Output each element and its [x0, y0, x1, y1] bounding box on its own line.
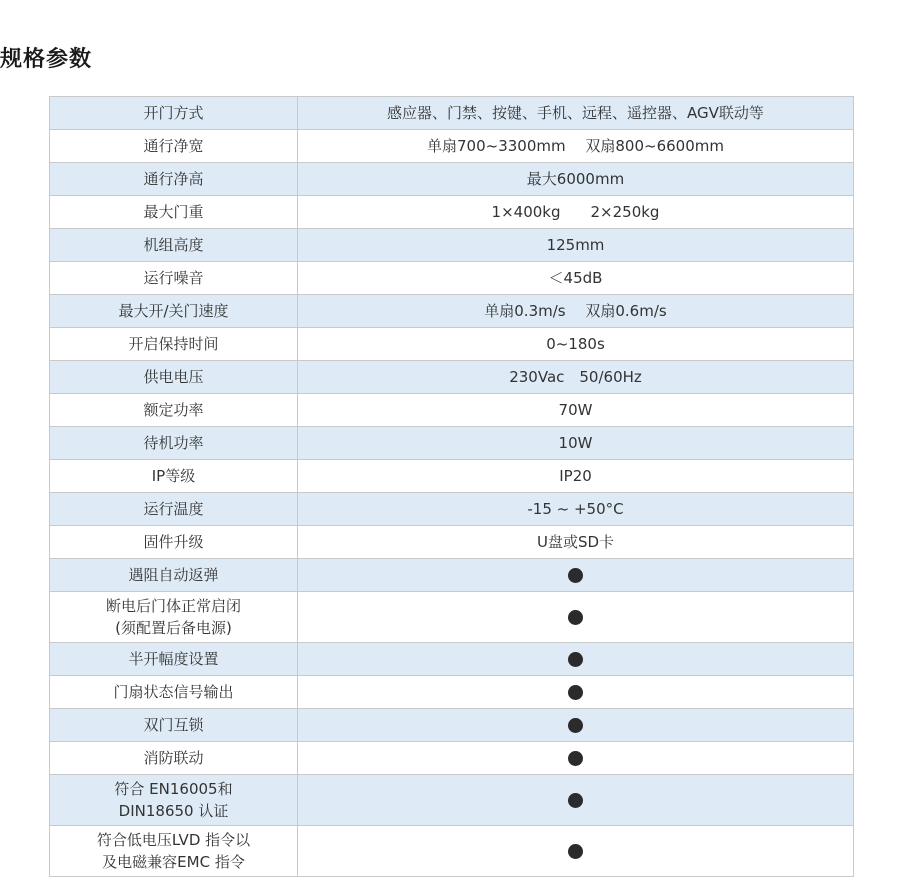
table-row	[50, 676, 854, 709]
spec-label-cell	[50, 643, 298, 676]
spec-value: 1×400kg 2×250kg	[491, 203, 660, 221]
spec-value-cell	[298, 130, 854, 163]
table-row	[50, 328, 854, 361]
spec-label-cell	[50, 592, 298, 643]
spec-label: 消防联动	[143, 749, 204, 767]
spec-label-cell	[50, 826, 298, 877]
spec-label-cell	[50, 295, 298, 328]
spec-value: 10W	[558, 434, 593, 452]
table-row	[50, 394, 854, 427]
spec-value: 单扇700~3300mm 双扇800~6600mm	[427, 137, 724, 155]
spec-value-cell	[298, 196, 854, 229]
spec-label: 断电后门体正常启闭	[105, 597, 241, 615]
supported-dot-icon	[568, 751, 583, 766]
spec-label: 及电磁兼容EMC 指令	[102, 853, 245, 871]
spec-label-cell	[50, 742, 298, 775]
table-row	[50, 196, 854, 229]
spec-label: 符合低电压LVD 指令以	[96, 831, 251, 849]
spec-label: 最大开/关门速度	[118, 302, 229, 320]
spec-value-cell	[298, 163, 854, 196]
spec-label: 供电电压	[143, 368, 204, 386]
supported-dot-icon	[568, 568, 583, 583]
spec-value-cell	[298, 493, 854, 526]
spec-value-cell	[298, 295, 854, 328]
page-title: 规格参数	[0, 47, 93, 72]
spec-label-cell	[50, 676, 298, 709]
spec-label: 通行净宽	[143, 137, 204, 155]
table-row	[50, 229, 854, 262]
table-row	[50, 775, 854, 826]
spec-value: 单扇0.3m/s 双扇0.6m/s	[484, 302, 667, 320]
spec-label-cell	[50, 775, 298, 826]
spec-label-cell	[50, 196, 298, 229]
spec-table	[49, 96, 854, 877]
spec-label: 额定功率	[143, 401, 204, 419]
spec-value-cell	[298, 460, 854, 493]
table-row	[50, 826, 854, 877]
spec-label-cell	[50, 163, 298, 196]
spec-label-cell	[50, 361, 298, 394]
spec-label: DIN18650 认证	[118, 802, 229, 820]
spec-value-cell	[298, 97, 854, 130]
table-row	[50, 97, 854, 130]
spec-label: 开门方式	[143, 104, 204, 122]
spec-value-cell	[298, 709, 854, 742]
spec-value-cell	[298, 526, 854, 559]
table-row	[50, 130, 854, 163]
supported-dot-icon	[568, 718, 583, 733]
spec-label: 遇阻自动返弹	[128, 566, 219, 584]
spec-value-cell	[298, 229, 854, 262]
spec-value: 0~180s	[546, 335, 605, 353]
spec-label: 门扇状态信号输出	[113, 683, 234, 701]
spec-label: 最大门重	[143, 203, 204, 221]
spec-value-cell	[298, 328, 854, 361]
spec-value: 125mm	[546, 236, 605, 254]
table-row	[50, 559, 854, 592]
spec-value: IP20	[559, 467, 592, 485]
spec-label: 固件升级	[143, 533, 204, 551]
spec-label-cell	[50, 130, 298, 163]
spec-value: 230Vac 50/60Hz	[509, 368, 642, 386]
supported-dot-icon	[568, 685, 583, 700]
spec-value: U盘或SD卡	[536, 533, 615, 551]
table-row	[50, 643, 854, 676]
spec-value: ＜45dB	[548, 269, 603, 287]
spec-label-cell	[50, 460, 298, 493]
spec-label-cell	[50, 394, 298, 427]
spec-value-cell	[298, 592, 854, 643]
spec-value: 感应器、门禁、按键、手机、远程、遥控器、AGV联动等	[387, 104, 764, 122]
spec-label: 运行噪音	[143, 269, 204, 287]
spec-value: 最大6000mm	[526, 170, 625, 188]
spec-label-cell	[50, 328, 298, 361]
table-row	[50, 709, 854, 742]
spec-value-cell	[298, 775, 854, 826]
table-row	[50, 163, 854, 196]
spec-table-body	[50, 97, 854, 877]
spec-label: 符合 EN16005和	[114, 780, 233, 798]
supported-dot-icon	[568, 793, 583, 808]
table-row	[50, 592, 854, 643]
table-row	[50, 361, 854, 394]
spec-label-cell	[50, 493, 298, 526]
spec-label: IP等级	[151, 467, 196, 485]
spec-value-cell	[298, 361, 854, 394]
spec-value-cell	[298, 643, 854, 676]
table-row	[50, 295, 854, 328]
supported-dot-icon	[568, 610, 583, 625]
spec-label-cell	[50, 97, 298, 130]
table-row	[50, 526, 854, 559]
table-row	[50, 427, 854, 460]
spec-value-cell	[298, 559, 854, 592]
spec-value-cell	[298, 742, 854, 775]
spec-label: 开启保持时间	[128, 335, 219, 353]
spec-label: 机组高度	[143, 236, 204, 254]
spec-label: 待机功率	[143, 434, 204, 452]
supported-dot-icon	[568, 652, 583, 667]
table-row	[50, 460, 854, 493]
spec-value: -15 ~ +50°C	[527, 500, 624, 518]
supported-dot-icon	[568, 844, 583, 859]
spec-label: 双门互锁	[143, 716, 204, 734]
spec-label-cell	[50, 709, 298, 742]
spec-label-cell	[50, 229, 298, 262]
spec-value-cell	[298, 676, 854, 709]
spec-value: 70W	[558, 401, 593, 419]
spec-value-cell	[298, 826, 854, 877]
spec-label-cell	[50, 559, 298, 592]
spec-label: (须配置后备电源)	[115, 619, 232, 637]
spec-label-cell	[50, 427, 298, 460]
table-row	[50, 262, 854, 295]
spec-value-cell	[298, 262, 854, 295]
spec-label-cell	[50, 262, 298, 295]
spec-value-cell	[298, 394, 854, 427]
table-row	[50, 493, 854, 526]
spec-label: 半开幅度设置	[128, 650, 219, 668]
spec-value-cell	[298, 427, 854, 460]
spec-label: 运行温度	[143, 500, 204, 518]
spec-label-cell	[50, 526, 298, 559]
spec-label: 通行净高	[143, 170, 204, 188]
table-row	[50, 742, 854, 775]
